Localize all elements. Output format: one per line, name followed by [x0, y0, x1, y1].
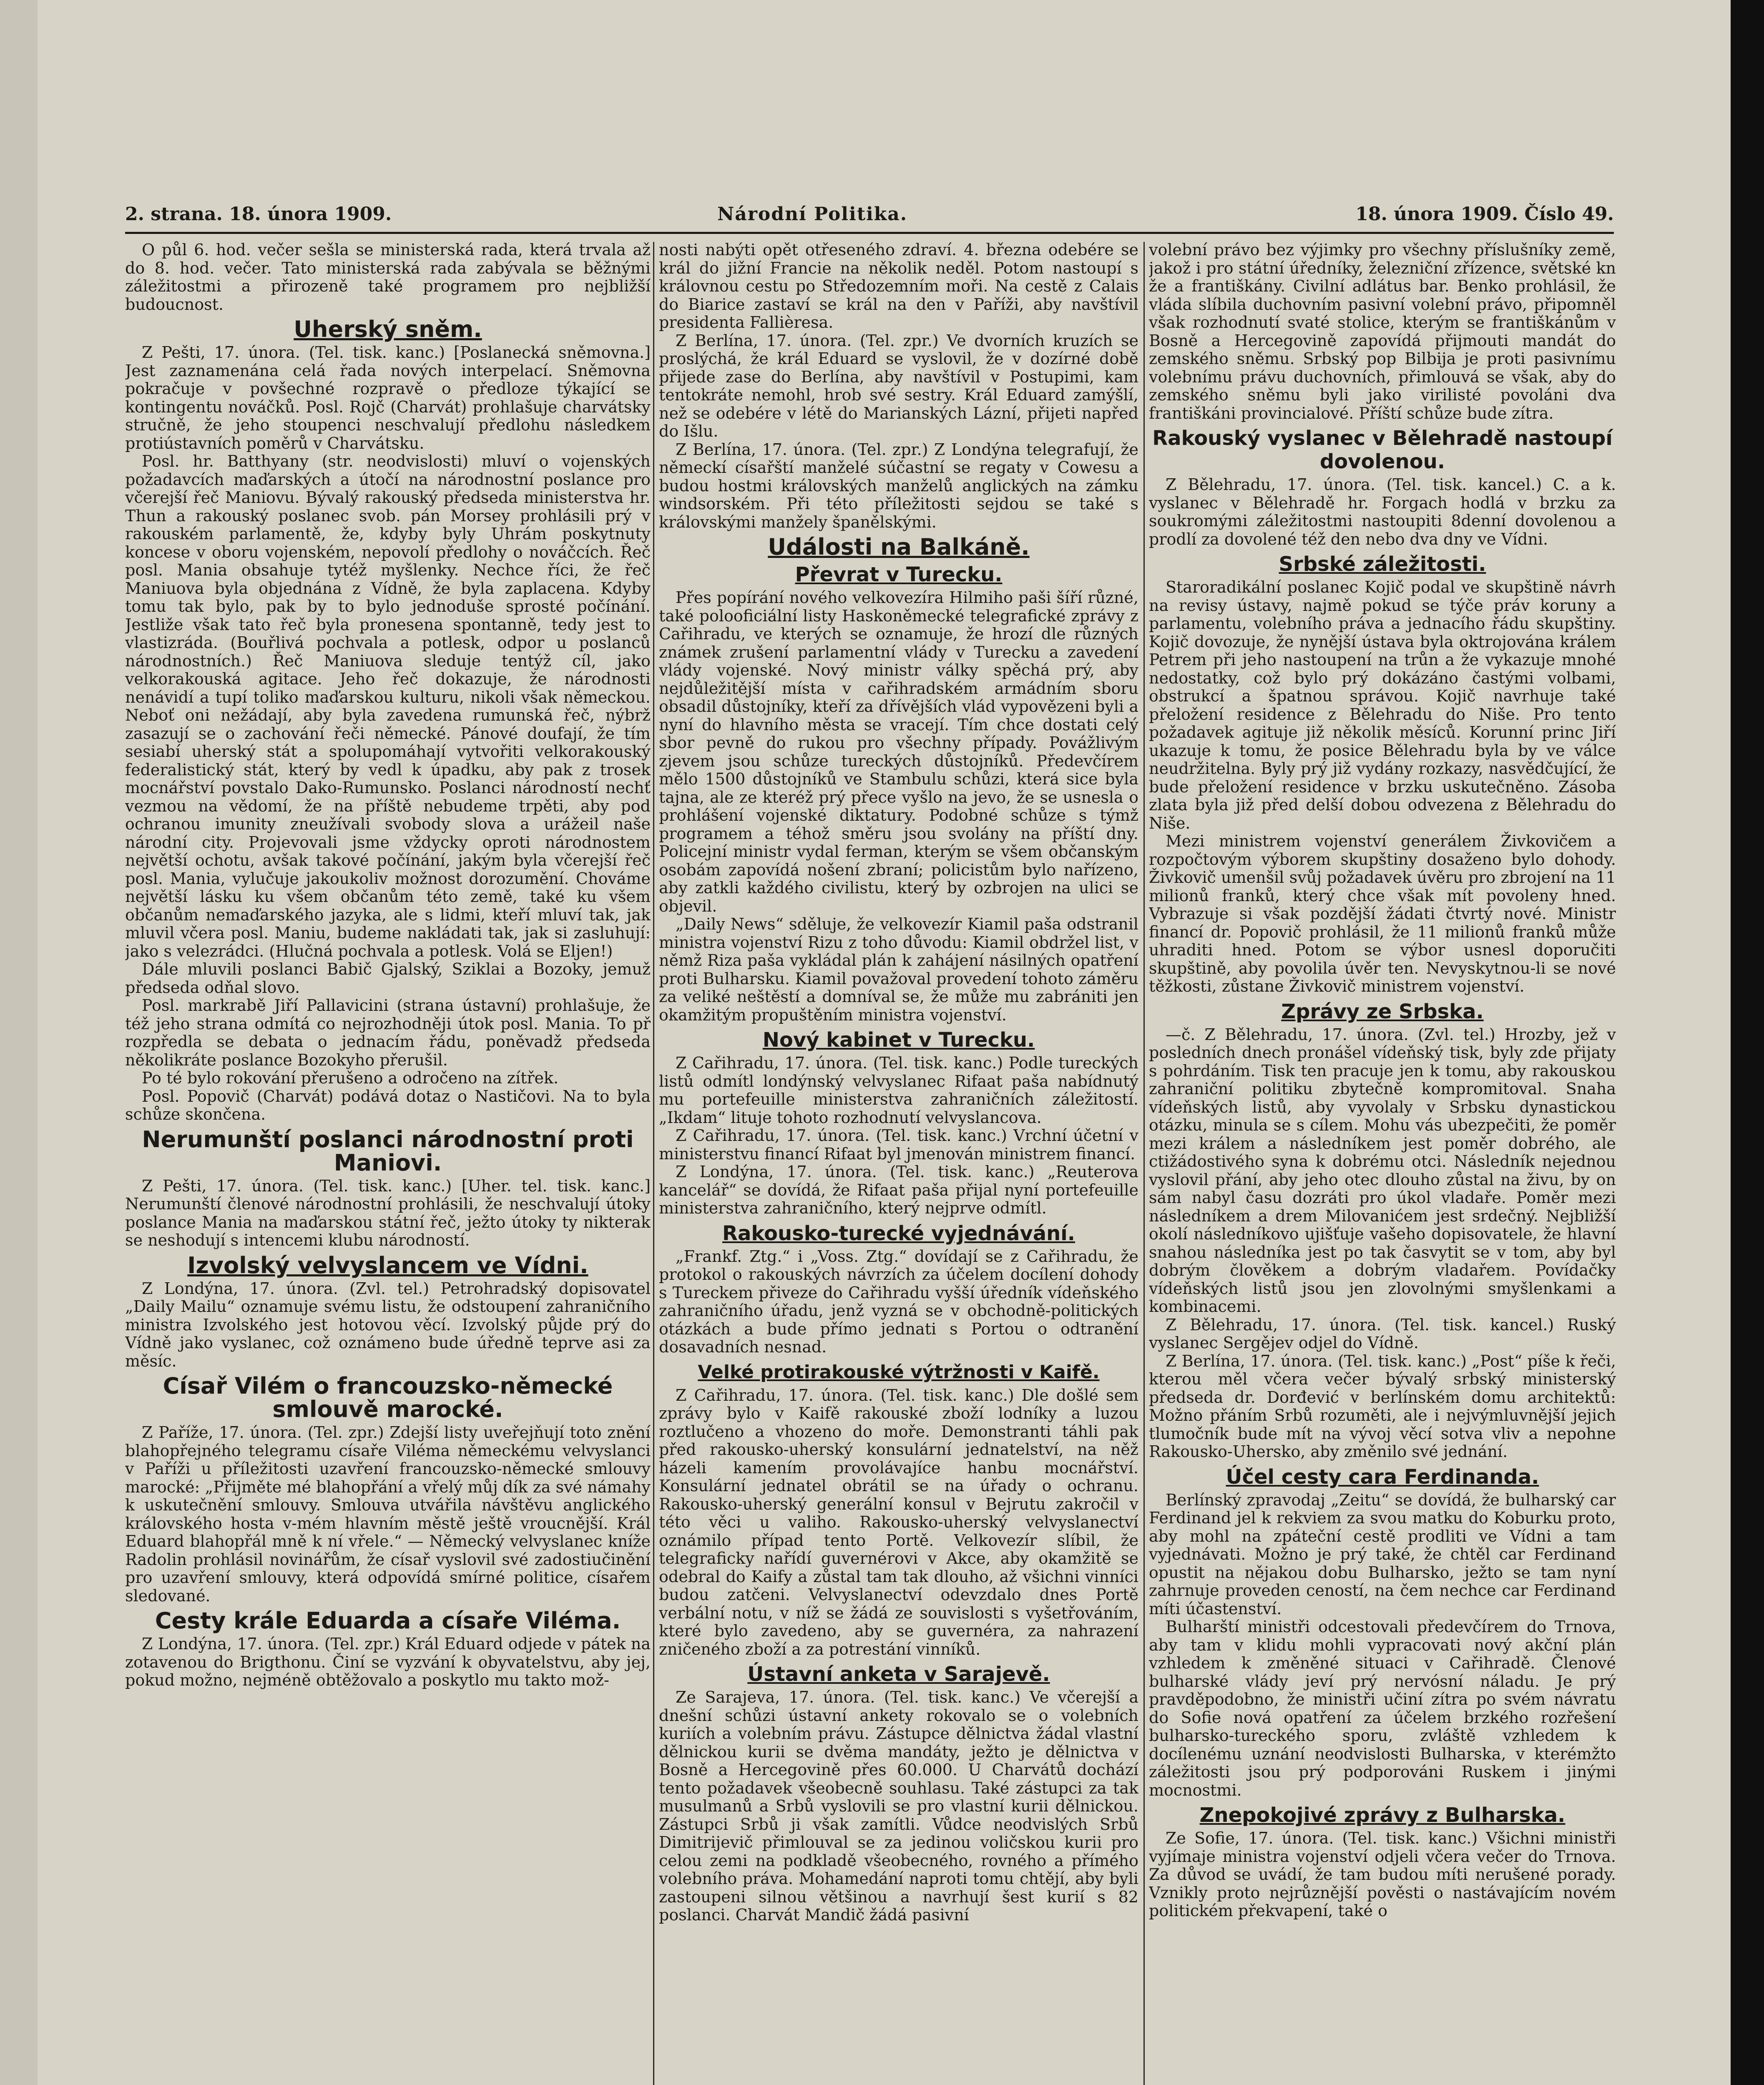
column-divider — [653, 242, 654, 2085]
header-rule — [125, 232, 1614, 234]
scan-border-right — [1731, 0, 1764, 2085]
article-heading: Zprávy ze Srbska. — [1281, 1000, 1484, 1023]
article-paragraph: Berlínský zpravodaj „Zeitu“ se dovídá, že bulharský car Ferdinand jel k rekviem za svou matku do Koburku proto, aby mohl na zpáteční cestě prodliti ve Vídni a tam vyjednávati. Možno je prý také, že chtěl car Ferdinand opustit na nějakou dobu Bulharsko, ježto se tam nyní zahrnuje proveden ceností, na čem nechce car Ferdinand míti účastenství. — [1149, 1490, 1616, 1618]
header-issue-number: 18. února 1909. Číslo 49. — [1355, 203, 1614, 225]
article-paragraph: Z Berlína, 17. února. (Tel. zpr.) Ve dvorních kruzích se proslýchá, že král Eduard se vyslovil, že v dozírné době přijede zase do Berlína, aby navštívil v Postupimi, kam tentokráte nemohl, hrob své sestry. Král Eduard zamýšlí, než se odebére v létě do Marianských Lázní, přijeti napřed do Išlu. — [659, 331, 1138, 440]
article-heading: Znepokojivé zprávy z Bulharska. — [1199, 1804, 1565, 1827]
page-header — [125, 203, 1614, 229]
article-heading: Nový kabinet v Turecku. — [762, 1028, 1035, 1052]
article-paragraph: Mezi ministrem vojenství generálem Živkovičem a rozpočtovým výborem skupštiny dosaženo bylo dohody. Živkovič umenšil svůj požadavek úvěru pro zbrojení na 11 milionů franků, který chce však mít povoleny hned. Vybrazuje si však pozdější žádati čtvrtý nové. Ministr financí dr. Popovič prohlásil, že 11 milionů franků může uhraditi hned. Potom se výbor usnesl doporučiti skupštině, aby povolila úvěr ten. Nevyskytnou-li se nové těžkosti, zůstane Živkovič ministrem vojenství. — [1149, 832, 1616, 995]
article-paragraph: Po té bylo rokování přerušeno a odročeno na zítřek. — [142, 1069, 559, 1087]
article-paragraph: Z Cařihradu, 17. února. (Tel. tisk. kanc.) Vrchní účetní v ministerstvu financí Rifaat byl jmenován ministrem financí. — [659, 1126, 1138, 1163]
article-heading: Izvolský velvyslancem ve Vídni. — [187, 1252, 588, 1279]
article-paragraph: Z Berlína, 17. února. (Tel. tisk. kanc.) „Post“ píše k řeči, kterou měl včera večer bývalý srbský ministerský předseda dr. Dorđević v berlínském domu architektů: Možno přáním Srbů rozuměti, ale i nejvýmluvnější jejich tlumočník bude mít na vývoj věcí sotva vliv a nepohne Rakousko-Uhersko, aby změnilo své jednání. — [1149, 1351, 1616, 1461]
article-paragraph: Staroradikální poslanec Kojič podal ve skupštině návrh na revisy ústavy, najmě pokud se týče práv koruny a parlamentu, volebního práva a jednacího řádu skupštiny. Kojič dovozuje, že nynější ústava byla oktrojována králem Petrem při jeho nastoupení na trůn a že vykazuje mnohé nedostatky, což bylo prý dokázáno častými volbami, obstrukcí a špatnou správou. Kojič navrhuje také přeložení residence z Bělehradu do Niše. Pro tento požadavek agituje již několik měsíců. Korunní princ Jiří ukazuje k tomu, že posice Bělehradu byla by ve válce neudržitelna. Byly prý již vydány rozkazy, nasvědčující, že bude přeložení residence v brzku uskutečněno. Zásoba zlata byla již před delší dobou odvezena z Bělehradu do Niše. — [1149, 578, 1616, 832]
article-heading: Rakouský vyslanec v Bělehradě nastoupí dovolenou. — [1152, 427, 1613, 473]
article-heading: Účel cesty cara Ferdinanda. — [1226, 1465, 1539, 1489]
article-paragraph: Z Berlína, 17. února. (Tel. zpr.) Z Londýna telegrafují, že německí císařští manželé súčastní se regaty v Cowesu a budou hostmi královských manželů anglických na zámku windsorském. Při této příležitosti sejdou se také s královskými manžely španělskými. — [659, 440, 1138, 531]
article-paragraph: Z Cařihradu, 17. února. (Tel. tisk. kanc.) Dle došlé sem zprávy bylo v Kaifě rakouské zboží lodníky a luzou roztlučeno a vhozeno do moře. Demonstranti táhli pak před rakousko-uherský konsulární jednatelství, na něž házeli kamením provolávajíce hanbu mocnářství. Konsulární jednatel obrátil se na úřady o ochranu. Rakousko-uherský generální konsul v Bejrutu zakročil v této věci u valiho. Rakousko-uherský velvyslanectví oznámilo případ tento Portě. Velkovezír slíbil, že telegraficky nařídí guvernérovi v Akce, aby okamžitě se odebral do Kaify a zůstal tam tak dlouho, až všichni vinníci budou zatčeni. Velvyslanectví odevzdalo dnes Portě verbální notu, v níž se žádá ze souvislosti s vyšetřováním, které bylo zavedeno, aby se guvernéra, za nahrazení zničeného zboží a za potrestání vinníků. — [659, 1386, 1138, 1658]
article-heading: Uherský sněm. — [294, 316, 482, 342]
section-heading: Události na Balkáně. — [768, 534, 1030, 560]
article-paragraph: nosti nabýti opět otřeseného zdraví. 4. března odebére se král do jižní Francie na několik neděl. Potom nastoupí s královnou cestu po Středozemním moři. Na cestě z Calais do Biarice zastaví se král na den v Paříži, aby navštívil presidenta Fallièresa. — [659, 241, 1138, 332]
article-paragraph: Posl. hr. Batthyany (str. neodvislosti) mluví o vojenských požadavcích maďarských a útočí na národnostní poslance pro včerejší řeč Maniovu. Bývalý rakouský předseda ministerstva hr. Thun a rakouský poslanec svob. pán Morsey prohlásili prý v rakouském parlamentě, že, kdyby byly Uhrám poskytnuty koncese v oboru vojenském, nepovolí předlohy o nováčcích. Řeč posl. Mania obsahuje tytéž myšlenky. Nechce říci, že řeč Maniuova byla objednána z Vídně, že byla zaplacena. Kdyby tomu tak bylo, pak by to bylo jednoduše sprosté počínání. Jestliže však tato řeč byla pronesena spontanně, tedy jest to vlastizráda. (Bouřlivá pochvala a potlesk, odpor u poslanců národnostních.) Řeč Maniuova sleduje tentýž cíl, jako velkorakouská agitace. Jeho řeč dokazuje, že národnosti nenávidí a tupí toliko maďarskou kulturu, nikoli však německou. Neboť oni nežádají, aby byla zavedena rumunská řeč, nýbrž zasazují se o zachování řeči německé. Pánové doufají, že tím sesiabí uherský stát a spolupomáhají vytvořiti velkorakouský federalistický stát, který by vedl k úpadku, aby pak z trosek mocnářství povstalo Dako-Rumunsko. Poslanci národností nechť vezmou na vědomí, že na příště nebudeme trpěti, aby pod ochranou imunity zneužívali svobody slova a urážeil naše národní city. Projevovali jsme vždycky oproti národnostem největší ochotu, avšak takové počínání, jakým byla včerejší řeč posl. Mania, vylučuje jakoukoliv možnost dorozumění. Chováme největší lásku ku všem občanům této země, také ku všem občanům nemaďarského jazyka, ale s lidmi, kteří mluví tak, jak mluvil včera posl. Maniu, budeme nakládati tak, jak si zasluhují: jako s velezrádci. (Hlučná pochvala a potlesk. Volá se Eljen!) — [125, 452, 651, 960]
article-heading: Rakousko-turecké vyjednávání. — [722, 1221, 1075, 1245]
article-paragraph: „Frankf. Ztg.“ i „Voss. Ztg.“ dovídají se z Cařihradu, že protokol o rakouských návrzích za účelem docílení dohody s Tureckem přiveze do Cařihradu vyšší úředník vídeňského zahraničního úřadu, jenž vyzná se v obchodně-politických otázkách a bude přímo jednati s Portou o odtranění dosavadních nesnad. — [659, 1247, 1138, 1356]
article-heading: Cesty krále Eduarda a císaře Viléma. — [155, 1608, 621, 1634]
article-paragraph: Ze Sarajeva, 17. února. (Tel. tisk. kanc.) Ve včerejší a dnešní schůzi ústavní ankety rokovalo se o volebních kuriích a volebním právu. Zástupce dělnictva žádal vlastní dělnickou kurii se dvěma mandáty, ježto je dělnictva v Bosně a Hercegovině přes 60.000. U Charvátů dochází tento požadavek všeobecně souhlasu. Také zástupci za tak musulmanů a Srbů vyslovili se pro vlastní kurii dělnickou. Zástupci Srbů ji však zamítli. Vůdce neodvislých Srbů Dimitrijevič přimlouval se za jedinou voličskou kurii pro celou zemi na podkladě všeobecného, rovného a přímého volebního práva. Mohamedání naproti tomu chtějí, aby byli zastoupeni silnou většinou a navrhují šest kurií s 82 poslanci. Charvát Mandič žádá pasivní — [659, 1688, 1138, 1924]
column-divider — [1143, 242, 1145, 2085]
article-paragraph: volební právo bez výjimky pro všechny příslušníky země, jakož i pro státní úředníky, železniční zřízence, světské kn že a františkány. Civilní adlátus bar. Benko prohlásil, že vláda slíbila duchovním pasivní volební právo, připomněl však rozhodnutí svaté stolice, kterým se františkánům v Bosně a Hercegovině zapovídá přijmouti mandát do zemského sněmu. Srbský pop Bilbija je proti pasivnímu volebnímu právu duchovních, přimlouvá se však, aby do zemského sněmu byli jako virilisté povoláni dva františkáni provincialové. Příští schůze bude zítra. — [1149, 241, 1616, 422]
article-paragraph: „Daily News“ sděluje, že velkovezír Kiamil paša odstranil ministra vojenství Rizu z toho důvodu: Kiamil obdržel list, v němž Riza paša vykládal plán k zahájení násilných opatření proti Bulharsku. Kiamil považoval provedení tohoto záměru za veliké neštěstí a domníval se, že může mu zabrániti jen okamžitým propuštěním ministra vojenství. — [659, 915, 1138, 1024]
article-paragraph: Z Pešti, 17. února. (Tel. tisk. kanc.) [Poslanecká sněmovna.] Jest zaznamenána celá řada nových interpelací. Sněmovna pokračuje v povšechné rozpravě o předloze týkající se kontingentu nováčků. Posl. Rojč (Charvát) prohlašuje charvátsky stručně, že jeho stoupenci neschvalují předlohu následkem protiústavních poměrů v Charvátsku. — [125, 343, 651, 452]
article-paragraph: Z Londýna, 17. února. (Tel. tisk. kanc.) „Reuterova kancelář“ se dovídá, že Rifaat paša přijal nyní portefeuille ministerstva zahraničního, který nejprve odmítl. — [659, 1163, 1138, 1217]
article-paragraph: Z Bělehradu, 17. února. (Tel. tisk. kancel.) Ruský vyslanec Sergějev odjel do Vídně. — [1149, 1315, 1616, 1352]
article-paragraph: Z Bělehradu, 17. února. (Tel. tisk. kancel.) C. a k. vyslanec v Bělehradě hr. Forgach hodlá v brzku za soukromými záležitostmi nastoupiti 8denní dovolenou a prodlí za dovolené též den nebo dva dny ve Vídni. — [1149, 475, 1616, 548]
column-3 — [1149, 241, 1616, 2085]
article-paragraph: Dále mluvili poslanci Babič Gjalský, Sziklai a Bozoky, jemuž předseda odňal slovo. — [125, 960, 651, 997]
article-heading: Velké protirakouské výtržnosti v Kaifě. — [698, 1361, 1100, 1383]
header-date-page: 2. strana. 18. února 1909. — [125, 203, 392, 225]
column-2 — [659, 241, 1138, 2085]
article-heading: Ústavní anketa v Sarajevě. — [747, 1663, 1050, 1686]
masthead-title: Národní Politika. — [717, 203, 908, 225]
article-heading: Srbské záležitosti. — [1279, 553, 1486, 576]
article-paragraph: Posl. Popovič (Charvát) podává dotaz o Nastičovi. Na to byla schůze skončena. — [125, 1087, 651, 1123]
column-1 — [125, 241, 651, 2085]
article-heading: Nerumunští poslanci národnostní proti Maniovi. — [142, 1126, 634, 1176]
article-paragraph: Z Pešti, 17. února. (Tel. tisk. kanc.) [Uher. tel. tisk. kanc.] Nerumunští členové národnostní prohlásili, že neschvalují útoky poslance Mania na maďarskou státní řeč, ježto útoky ty nikterak se neshodují s intencemi klubu národností. — [125, 1176, 651, 1249]
article-heading: Císař Vilém o francouzsko-německé smlouvě marocké. — [163, 1373, 613, 1422]
article-paragraph: Ze Sofie, 17. února. (Tel. tisk. kanc.) Všichni ministři vyjímaje ministra vojenství odjeli včera večer do Trnova. Za důvod se uvádí, že tam budou míti nerušené porady. Vznikly proto nejrůznější pověsti o nastávajícím novém politickém překvapení, také o — [1149, 1829, 1616, 1920]
article-paragraph: —č. Z Bělehradu, 17. února. (Zvl. tel.) Hrozby, jež v posledních dnech pronášel vídeňský tisk, byly zde přijaty s pohrdáním. Tisk ten pracuje jen k tomu, aby rakouskou zahraniční politiku zbytečně kompromitoval. Snaha vídeňských listů, aby vyvolaly v Srbsku dynastickou otázku, minula se s cílem. Mohu vás ubezpečiti, že poměr mezi králem a následníkem jest poměr dobrého, ale ctižádostivého syna k dobrému otci. Následník nejednou vyslovil přání, aby jeho otec dlouho zůstal na živu, by on sám nabyl času dozráti pro úkol vladaře. Poměr mezi následníkem a drem Milovanićem jest srdečný. Nejbližší okolí následníkovo ujišťuje vašeho dopisovatele, že hlavní snahou následníka jest po tak časvytit se v tom, aby byl dobrým člověkem a dobrým vladařem. Povídačky vídeňských listů jsou jen zlovolnými smyšlenkami a kombinacemi. — [1149, 1025, 1616, 1316]
article-paragraph: Posl. markrabě Jiří Pallavicini (strana ústavní) prohlašuje, že též jeho strana odmítá co nejrozhodněji útok posl. Mania. To př rozpředla se debata o jednacím řádu, poněvadž předseda několikráte poslance Bozokyho přerušil. — [125, 996, 651, 1069]
article-paragraph: Z Londýna, 17. února. (Zvl. tel.) Petrohradský dopisovatel „Daily Mailu“ oznamuje svému listu, že odstoupení zahraničního ministra Izvolského jest hotovou věcí. Izvolský půjde prý do Vídně jako vyslanec, což oznámeno bude úředně teprve asi za měsíc. — [125, 1279, 651, 1370]
article-paragraph: Přes popírání nového velkovezíra Hilmiho paši šíří různé, také polooficiální listy Haskoněmecké telegrafické zprávy z Cařihradu, ve kterých se oznamuje, že hrozí dle různých známek zrušení parlamentní vlády v Turecku a zavedení vlády vojenské. Nový ministr války spěchá prý, aby nejdůležitější místa v cařihradském armádním sboru obsadil důstojníky, kteří za dřívějších vlád vypovězeni byli a nyní do hlavního města se vracejí. Tím chce dostati celý sbor pevně do rukou pro všechny případy. Povážlivým zjevem jsou schůze tureckých důstojníků. Předevčírem mělo 1500 důstojníků ve Stambulu schůzi, která sice byla tajna, ale ze kteréž prý přece vyšlo na jevo, že se usnesla o prohlášení vojenské diktatury. Podobné schůze s týmž programem a téhož směru jsou svolány na příští dny. Policejní ministr vydal ferman, kterým se všem občanským osobám zapovídá nošení zbraní; policistům bylo nařízeno, aby zatkli každého civilistu, který by ozbrojen na ulici se objevil. — [659, 588, 1138, 915]
article-paragraph: Bulharští ministři odcestovali předevčírem do Trnova, aby tam v klidu mohli vypracovati nový akční plán vzhledem k změněné situaci v Cařihradě. Členové bulharské vlády jeví prý nervósní náladu. Je prý pravděpodobno, že ministři učiní zítra po svém návratu do Sofie nová opatření za účelem brzkého rozřešení bulharsko-tureckého sporu, zvláště vzhledem k docílenému uznání neodvislosti Bulharska, v kterémžto záležitosti jsou prý podporováni Ruskem i jinými mocnostmi. — [1149, 1618, 1616, 1799]
article-paragraph: Z Paříže, 17. února. (Tel. zpr.) Zdejší listy uveřejňují toto znění blahopřejného telegramu císaře Viléma německému velvyslanci v Paříži u příležitosti uzavření francouzsko-německé smlouvy marocké: „Přijměte mé blahopřání a vřelý můj dík za své námahy k uskutečnění smlouvy. Smlouva utvářila návštěvu anglického královského hosta v-mém hlavním městě ještě vroucnější. Král Eduard blahopřál mně k ní vřele.“ — Německý velvyslanec kníže Radolin prohlásil novinářům, že císař vyslovil své zadostiučinění pro uzavření smlouvy, která odpovídá smírné politice, císařem sledované. — [125, 1423, 651, 1605]
article-heading: Převrat v Turecku. — [795, 563, 1003, 586]
article-paragraph: Z Cařihradu, 17. února. (Tel. tisk. kanc.) Podle tureckých listů odmítl londýnský velvyslanec Rifaat paša nabídnutý mu portefeuille ministerstva zahraničních záležitostí. „Ikdam“ lituje tohoto rozhodnutí velvyslancova. — [659, 1054, 1138, 1127]
article-paragraph: O půl 6. hod. večer sešla se ministerská rada, která trvala až do 8. hod. večer. Tato ministerská rada zabývala se běžnými záležitostmi a přirozeně také programem pro nejbližší budoucnost. — [125, 241, 651, 314]
article-paragraph: Z Londýna, 17. února. (Tel. zpr.) Král Eduard odjede v pátek na zotavenou do Brigthonu. Činí se vyzvání k obyvatelstvu, aby jej, pokud možno, nejméně obtěžovalo a poskytlo mu takto mož- — [125, 1635, 651, 1689]
